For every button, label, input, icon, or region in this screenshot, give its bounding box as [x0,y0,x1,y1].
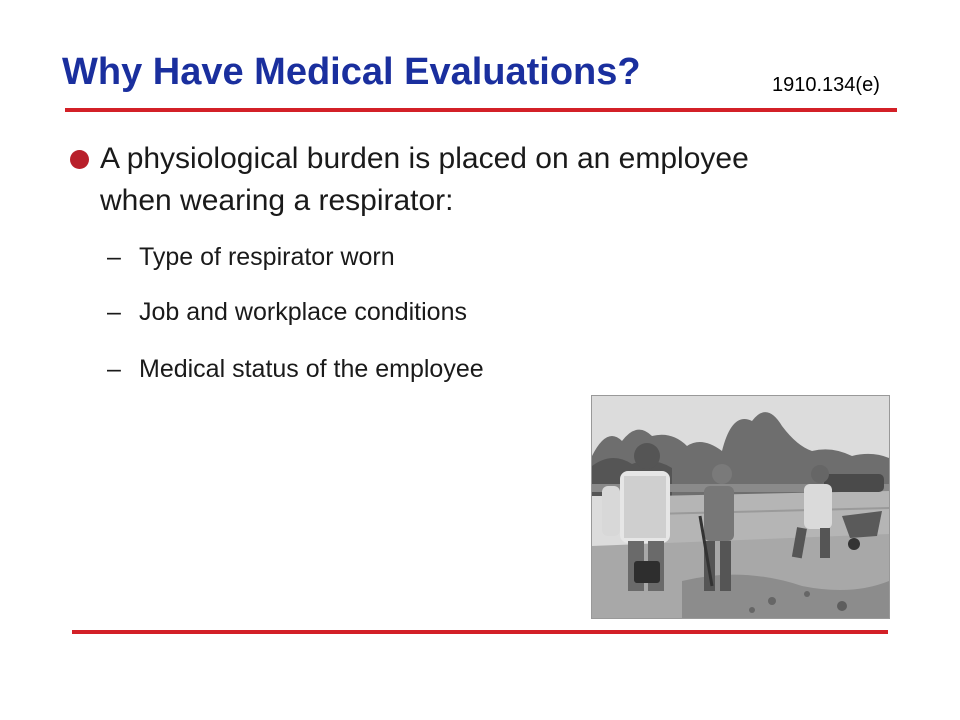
slide-title: Why Have Medical Evaluations? [62,51,641,93]
footer-divider [72,630,888,634]
sub-item [107,354,484,384]
bullet-text: A physiological burden is placed on an employee when wearing a respirator: [100,142,749,217]
sub-item [107,242,395,272]
construction-workers-photo [591,395,890,619]
sub-item [107,297,467,327]
dash-icon: – [107,298,121,326]
sub-item-label: Medical status of the employee [139,355,484,383]
bullet-icon [70,150,89,169]
dash-icon: – [107,243,121,271]
sub-item-label: Job and workplace conditions [139,298,467,326]
dash-icon: – [107,355,121,383]
title-divider [65,108,897,112]
sub-item-label: Type of respirator worn [139,243,395,271]
regulation-reference: 1910.134(e) [772,74,880,96]
